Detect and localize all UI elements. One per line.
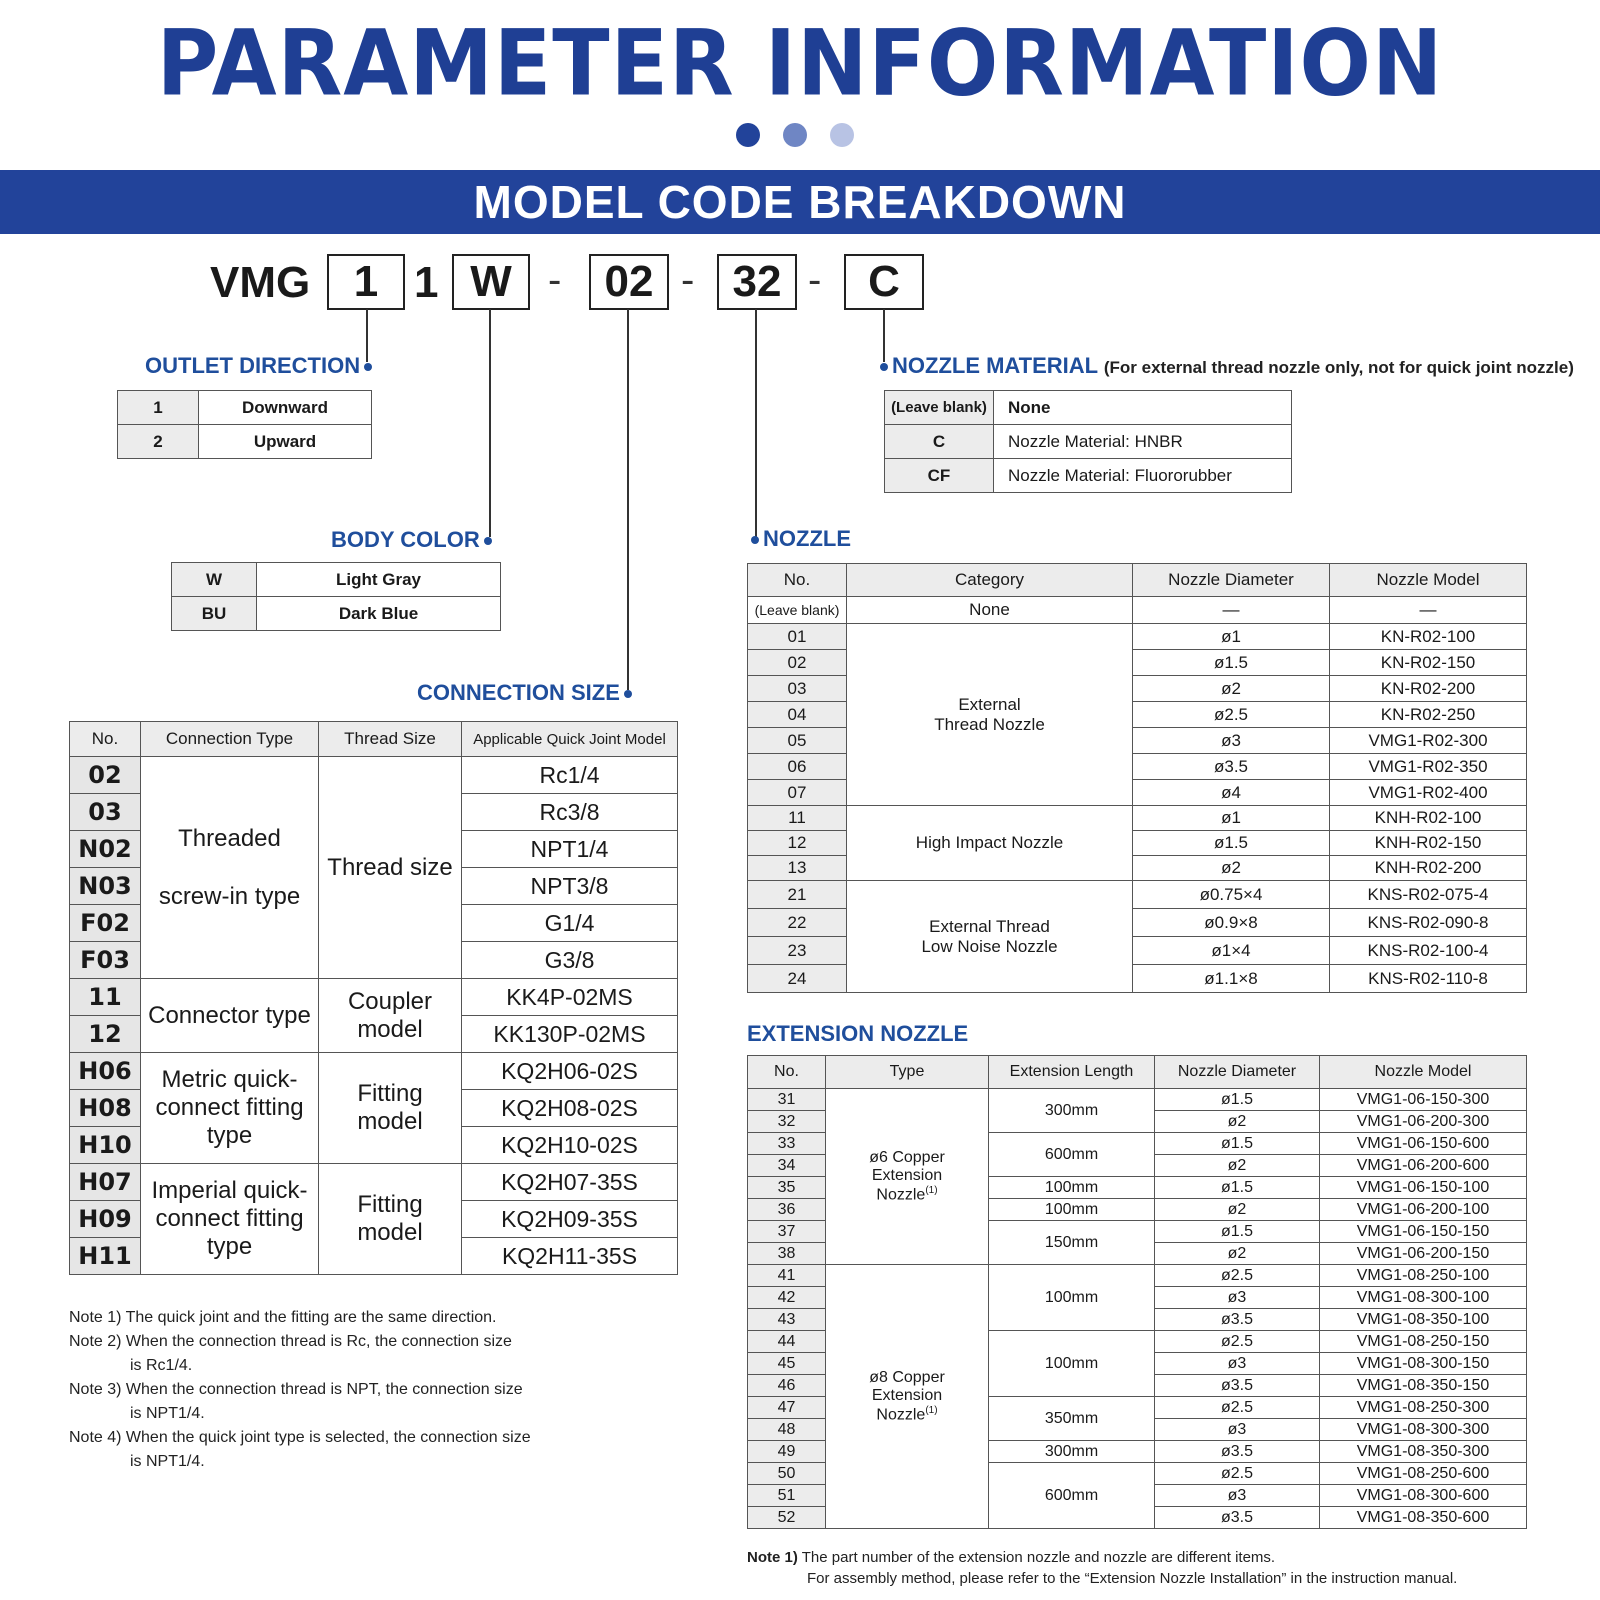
code-box-material: C: [844, 254, 924, 310]
thread-size: Thread size: [319, 757, 462, 979]
col-header: Nozzle Diameter: [1155, 1056, 1320, 1089]
nozzle-heading: [747, 526, 851, 552]
outlet-code: 2: [118, 425, 199, 459]
ext-no: 49: [748, 1441, 826, 1463]
dot-2: [783, 123, 807, 147]
body-color-heading: [331, 527, 496, 553]
nozzle-diameter: ø1: [1133, 624, 1330, 650]
code-plain-1: 1: [414, 258, 439, 307]
ext-type-line: Extension: [871, 1166, 943, 1184]
ext-model: VMG1-06-150-300: [1320, 1089, 1527, 1111]
quick-joint-model: KK130P-02MS: [462, 1016, 678, 1053]
col-header: Thread Size: [319, 722, 462, 757]
bullet-icon: [364, 363, 372, 371]
ext-model: VMG1-08-350-300: [1320, 1441, 1527, 1463]
nozzle-no: 23: [748, 937, 847, 965]
ext-type: [826, 1265, 989, 1529]
connection-size-heading: [417, 680, 636, 706]
col-header: Extension Length: [989, 1056, 1155, 1089]
col-header: Category: [847, 564, 1133, 597]
nozzle-diameter: ø0.75×4: [1133, 881, 1330, 909]
connection-no: 11: [70, 979, 141, 1016]
quick-joint-model: KK4P-02MS: [462, 979, 678, 1016]
nozzle-category-line: Low Noise Nozzle: [921, 936, 1058, 956]
ext-diameter: ø1.5: [1155, 1177, 1320, 1199]
nozzle-model: KNS-R02-075-4: [1330, 881, 1527, 909]
color-value: Dark Blue: [257, 597, 501, 631]
col-header: Type: [826, 1056, 989, 1089]
ext-length: 300mm: [989, 1441, 1155, 1463]
nozzle-no: 11: [748, 806, 847, 831]
ext-diameter: ø2.5: [1155, 1463, 1320, 1485]
page-title: PARAMETER INFORMATION: [156, 10, 1444, 116]
note-text: When the quick joint type is selected, the connection size: [125, 1429, 531, 1446]
nozzle-no: 24: [748, 965, 847, 993]
ext-diameter: ø3: [1155, 1353, 1320, 1375]
col-header: No.: [748, 564, 847, 597]
nozzle-model: KN-R02-250: [1330, 702, 1527, 728]
quick-joint-model: KQ2H06-02S: [462, 1053, 678, 1090]
connection-no: H08: [70, 1090, 141, 1127]
ext-no: 38: [748, 1243, 826, 1265]
ext-no: 34: [748, 1155, 826, 1177]
ext-model: VMG1-08-300-600: [1320, 1485, 1527, 1507]
quick-joint-model: NPT3/8: [462, 868, 678, 905]
ext-type-line: Extension: [871, 1386, 943, 1404]
ext-model: VMG1-06-150-100: [1320, 1177, 1527, 1199]
ext-model: VMG1-08-350-150: [1320, 1375, 1527, 1397]
nozzle-diameter: ø1: [1133, 806, 1330, 831]
nozzle-model: KNH-R02-150: [1330, 831, 1527, 856]
ext-diameter: ø1.5: [1155, 1089, 1320, 1111]
bullet-icon: [484, 537, 492, 545]
ext-type-line: ø8 Copper: [869, 1368, 945, 1386]
outlet-table: [117, 390, 372, 459]
col-header: Nozzle Model: [1320, 1056, 1527, 1089]
nozzle-diameter: ø2: [1133, 676, 1330, 702]
connection-no: F03: [70, 942, 141, 979]
ext-diameter: ø2.5: [1155, 1397, 1320, 1419]
connector-line-color: [489, 309, 491, 537]
outlet-direction-title: OUTLET DIRECTION: [145, 353, 361, 378]
bullet-icon: [624, 690, 632, 698]
outlet-value: Downward: [199, 391, 372, 425]
nozzle-diameter: ø1.1×8: [1133, 965, 1330, 993]
ext-model: VMG1-06-200-100: [1320, 1199, 1527, 1221]
body-color-table: [171, 562, 501, 631]
ext-model: VMG1-08-250-300: [1320, 1397, 1527, 1419]
connector-line-nozzle: [755, 309, 757, 537]
ext-model: VMG1-08-350-100: [1320, 1309, 1527, 1331]
note-label: Note 1): [69, 1309, 122, 1326]
ext-model: VMG1-08-250-600: [1320, 1463, 1527, 1485]
nozzle-diameter: ø2.5: [1133, 702, 1330, 728]
nozzle-no: 13: [748, 856, 847, 881]
connection-type: Imperial quick-connect fitting type: [141, 1164, 319, 1275]
ext-no: 41: [748, 1265, 826, 1287]
ext-model: VMG1-08-300-150: [1320, 1353, 1527, 1375]
ext-type-line: Nozzle: [876, 1186, 926, 1204]
nozzle-diameter: ø1×4: [1133, 937, 1330, 965]
ext-length: 150mm: [989, 1221, 1155, 1265]
col-header: Connection Type: [141, 722, 319, 757]
note-text: The part number of the extension nozzle and nozzle are different items.: [801, 1549, 1276, 1566]
ext-no: 44: [748, 1331, 826, 1353]
ext-diameter: ø3.5: [1155, 1507, 1320, 1529]
ext-diameter: ø2: [1155, 1111, 1320, 1133]
connection-no: N02: [70, 831, 141, 868]
bullet-icon: [880, 363, 888, 371]
connection-type-line: screw-in type: [158, 882, 301, 910]
nozzle-diameter: ø3.5: [1133, 754, 1330, 780]
nozzle-no: 04: [748, 702, 847, 728]
ext-model: VMG1-06-200-300: [1320, 1111, 1527, 1133]
nozzle-model: KNH-R02-200: [1330, 856, 1527, 881]
nozzle-no: 12: [748, 831, 847, 856]
connection-type: Metric quick-connect fitting type: [141, 1053, 319, 1164]
nozzle-model: VMG1-R02-350: [1330, 754, 1527, 780]
material-code: C: [885, 425, 994, 459]
ext-length: 350mm: [989, 1397, 1155, 1441]
connection-no: H06: [70, 1053, 141, 1090]
ext-diameter: ø3.5: [1155, 1441, 1320, 1463]
ext-length: 100mm: [989, 1177, 1155, 1199]
ext-length: 300mm: [989, 1089, 1155, 1133]
nozzle-category: High Impact Nozzle: [847, 806, 1133, 881]
col-header: Applicable Quick Joint Model: [462, 722, 678, 757]
thread-size: Coupler model: [319, 979, 462, 1053]
ext-no: 32: [748, 1111, 826, 1133]
connection-no: 12: [70, 1016, 141, 1053]
note-text: For assembly method, please refer to the “Extension Nozzle Installation” in the instruction manual.: [807, 1570, 1458, 1587]
ext-type-line: ø6 Copper: [869, 1148, 945, 1166]
nozzle-no: 06: [748, 754, 847, 780]
ext-length: 600mm: [989, 1133, 1155, 1177]
connection-size-table: [69, 721, 678, 1275]
ext-diameter: ø3: [1155, 1419, 1320, 1441]
col-header: Nozzle Diameter: [1133, 564, 1330, 597]
connection-size-title: CONNECTION SIZE: [417, 680, 620, 705]
quick-joint-model: G1/4: [462, 905, 678, 942]
note-label: Note 1): [747, 1549, 798, 1566]
ext-diameter: ø3: [1155, 1485, 1320, 1507]
color-code: BU: [172, 597, 257, 631]
material-code: (Leave blank): [885, 391, 994, 425]
nozzle-diameter: ø3: [1133, 728, 1330, 754]
nozzle-no: 03: [748, 676, 847, 702]
code-dash-1: -: [548, 258, 562, 302]
ext-no: 36: [748, 1199, 826, 1221]
ext-no: 51: [748, 1485, 826, 1507]
nozzle-category-line: External: [958, 694, 1021, 714]
ext-no: 52: [748, 1507, 826, 1529]
ext-no: 33: [748, 1133, 826, 1155]
code-box-outlet: 1: [327, 254, 405, 310]
nozzle-diameter: ø1.5: [1133, 831, 1330, 856]
nozzle-material-subtitle: (For external thread nozzle only, not for quick joint nozzle): [1103, 358, 1574, 377]
ext-no: 47: [748, 1397, 826, 1419]
connection-no: F02: [70, 905, 141, 942]
quick-joint-model: G3/8: [462, 942, 678, 979]
body-color-title: BODY COLOR: [331, 527, 480, 552]
nozzle-no: 07: [748, 780, 847, 806]
quick-joint-model: Rc1/4: [462, 757, 678, 794]
ext-no: 46: [748, 1375, 826, 1397]
quick-joint-model: NPT1/4: [462, 831, 678, 868]
note-text: When the connection thread is NPT, the connection size: [125, 1381, 523, 1398]
connection-type: [141, 757, 319, 979]
ext-diameter: ø3.5: [1155, 1309, 1320, 1331]
nozzle-model: KN-R02-200: [1330, 676, 1527, 702]
ext-model: VMG1-08-250-150: [1320, 1331, 1527, 1353]
note-text: The quick joint and the fitting are the same direction.: [125, 1309, 497, 1326]
ext-diameter: ø1.5: [1155, 1221, 1320, 1243]
ext-no: 43: [748, 1309, 826, 1331]
code-dash-2: -: [681, 258, 695, 302]
ext-diameter: ø3.5: [1155, 1375, 1320, 1397]
nozzle-no: 21: [748, 881, 847, 909]
nozzle-category: [847, 624, 1133, 806]
ext-model: VMG1-06-150-600: [1320, 1133, 1527, 1155]
connection-type-line: Threaded: [178, 824, 281, 852]
outlet-value: Upward: [199, 425, 372, 459]
connection-no: H11: [70, 1238, 141, 1275]
nozzle-model: KN-R02-150: [1330, 650, 1527, 676]
nozzle-diameter: —: [1133, 597, 1330, 624]
code-box-color: W: [452, 254, 530, 310]
nozzle-no: 02: [748, 650, 847, 676]
connection-no: 02: [70, 757, 141, 794]
dot-1: [736, 123, 760, 147]
quick-joint-model: KQ2H08-02S: [462, 1090, 678, 1127]
connection-no: H10: [70, 1127, 141, 1164]
section-banner: MODEL CODE BREAKDOWN: [0, 170, 1600, 234]
ext-model: VMG1-08-350-600: [1320, 1507, 1527, 1529]
ext-type: [826, 1089, 989, 1265]
ext-diameter: ø2: [1155, 1155, 1320, 1177]
outlet-direction-heading: [145, 353, 376, 379]
color-code: W: [172, 563, 257, 597]
ext-type-note-ref: (1): [925, 1404, 938, 1416]
model-prefix: VMG: [210, 258, 311, 307]
thread-size: Fitting model: [319, 1164, 462, 1275]
nozzle-diameter: ø0.9×8: [1133, 909, 1330, 937]
nozzle-no: 05: [748, 728, 847, 754]
connection-notes: [69, 1306, 669, 1474]
nozzle-category-line: Thread Nozzle: [934, 714, 1045, 734]
note-label: Note 4): [69, 1429, 122, 1446]
ext-diameter: ø2: [1155, 1243, 1320, 1265]
extension-nozzle-table: [747, 1055, 1527, 1529]
nozzle-title: NOZZLE: [763, 526, 851, 551]
ext-model: VMG1-06-150-150: [1320, 1221, 1527, 1243]
ext-length: 100mm: [989, 1199, 1155, 1221]
note-text: is NPT1/4.: [130, 1453, 205, 1470]
ext-diameter: ø1.5: [1155, 1133, 1320, 1155]
ext-length: 600mm: [989, 1463, 1155, 1529]
color-value: Light Gray: [257, 563, 501, 597]
material-value: None: [994, 391, 1292, 425]
ext-diameter: ø3: [1155, 1287, 1320, 1309]
ext-diameter: ø2.5: [1155, 1331, 1320, 1353]
ext-no: 35: [748, 1177, 826, 1199]
nozzle-table: [747, 563, 1527, 993]
extension-nozzle-heading: EXTENSION NOZZLE: [747, 1021, 969, 1046]
nozzle-model: KNH-R02-100: [1330, 806, 1527, 831]
nozzle-diameter: ø4: [1133, 780, 1330, 806]
ext-model: VMG1-06-200-150: [1320, 1243, 1527, 1265]
ext-no: 48: [748, 1419, 826, 1441]
col-header: No.: [70, 722, 141, 757]
connection-no: 03: [70, 794, 141, 831]
nozzle-model: KNS-R02-110-8: [1330, 965, 1527, 993]
ext-model: VMG1-08-300-100: [1320, 1287, 1527, 1309]
nozzle-material-heading: [876, 353, 1574, 379]
nozzle-model: KN-R02-100: [1330, 624, 1527, 650]
nozzle-material-table: [884, 390, 1292, 493]
code-box-nozzle: 32: [717, 254, 797, 310]
dot-3: [830, 123, 854, 147]
outlet-code: 1: [118, 391, 199, 425]
nozzle-category-line: External Thread: [929, 916, 1050, 936]
material-value: Nozzle Material: Fluororubber: [994, 459, 1292, 493]
ext-length: 100mm: [989, 1265, 1155, 1331]
nozzle-material-title: NOZZLE MATERIAL: [892, 353, 1098, 378]
nozzle-model: —: [1330, 597, 1527, 624]
ext-diameter: ø2: [1155, 1199, 1320, 1221]
connection-no: N03: [70, 868, 141, 905]
quick-joint-model: KQ2H10-02S: [462, 1127, 678, 1164]
nozzle-diameter: ø2: [1133, 856, 1330, 881]
extension-note: [747, 1547, 1587, 1589]
note-label: Note 3): [69, 1381, 122, 1398]
ext-no: 37: [748, 1221, 826, 1243]
nozzle-no: 01: [748, 624, 847, 650]
quick-joint-model: KQ2H09-35S: [462, 1201, 678, 1238]
connector-line-connection: [627, 309, 629, 690]
note-text: is NPT1/4.: [130, 1405, 205, 1422]
connection-no: H09: [70, 1201, 141, 1238]
nozzle-category: [847, 881, 1133, 993]
ext-no: 42: [748, 1287, 826, 1309]
material-value: Nozzle Material: HNBR: [994, 425, 1292, 459]
nozzle-no: (Leave blank): [748, 597, 847, 624]
note-text: When the connection thread is Rc, the connection size: [125, 1333, 512, 1350]
quick-joint-model: Rc3/8: [462, 794, 678, 831]
ext-model: VMG1-08-300-300: [1320, 1419, 1527, 1441]
ext-diameter: ø2.5: [1155, 1265, 1320, 1287]
ext-model: VMG1-08-250-100: [1320, 1265, 1527, 1287]
nozzle-model: KNS-R02-100-4: [1330, 937, 1527, 965]
nozzle-model: VMG1-R02-400: [1330, 780, 1527, 806]
thread-size: Fitting model: [319, 1053, 462, 1164]
connection-type: Connector type: [141, 979, 319, 1053]
note-label: Note 2): [69, 1333, 122, 1350]
ext-type-line: Nozzle: [876, 1406, 926, 1424]
ext-model: VMG1-06-200-600: [1320, 1155, 1527, 1177]
note-text: is Rc1/4.: [130, 1357, 193, 1374]
nozzle-model: VMG1-R02-300: [1330, 728, 1527, 754]
ext-no: 31: [748, 1089, 826, 1111]
material-code: CF: [885, 459, 994, 493]
connection-no: H07: [70, 1164, 141, 1201]
ext-no: 50: [748, 1463, 826, 1485]
ext-no: 45: [748, 1353, 826, 1375]
nozzle-no: 22: [748, 909, 847, 937]
nozzle-category: None: [847, 597, 1133, 624]
col-header: No.: [748, 1056, 826, 1089]
code-box-connection: 02: [589, 254, 669, 310]
quick-joint-model: KQ2H11-35S: [462, 1238, 678, 1275]
col-header: Nozzle Model: [1330, 564, 1527, 597]
code-dash-3: -: [808, 258, 822, 302]
nozzle-model: KNS-R02-090-8: [1330, 909, 1527, 937]
quick-joint-model: KQ2H07-35S: [462, 1164, 678, 1201]
bullet-icon: [751, 536, 759, 544]
ext-length: 100mm: [989, 1331, 1155, 1397]
nozzle-diameter: ø1.5: [1133, 650, 1330, 676]
ext-type-note-ref: (1): [925, 1184, 938, 1196]
